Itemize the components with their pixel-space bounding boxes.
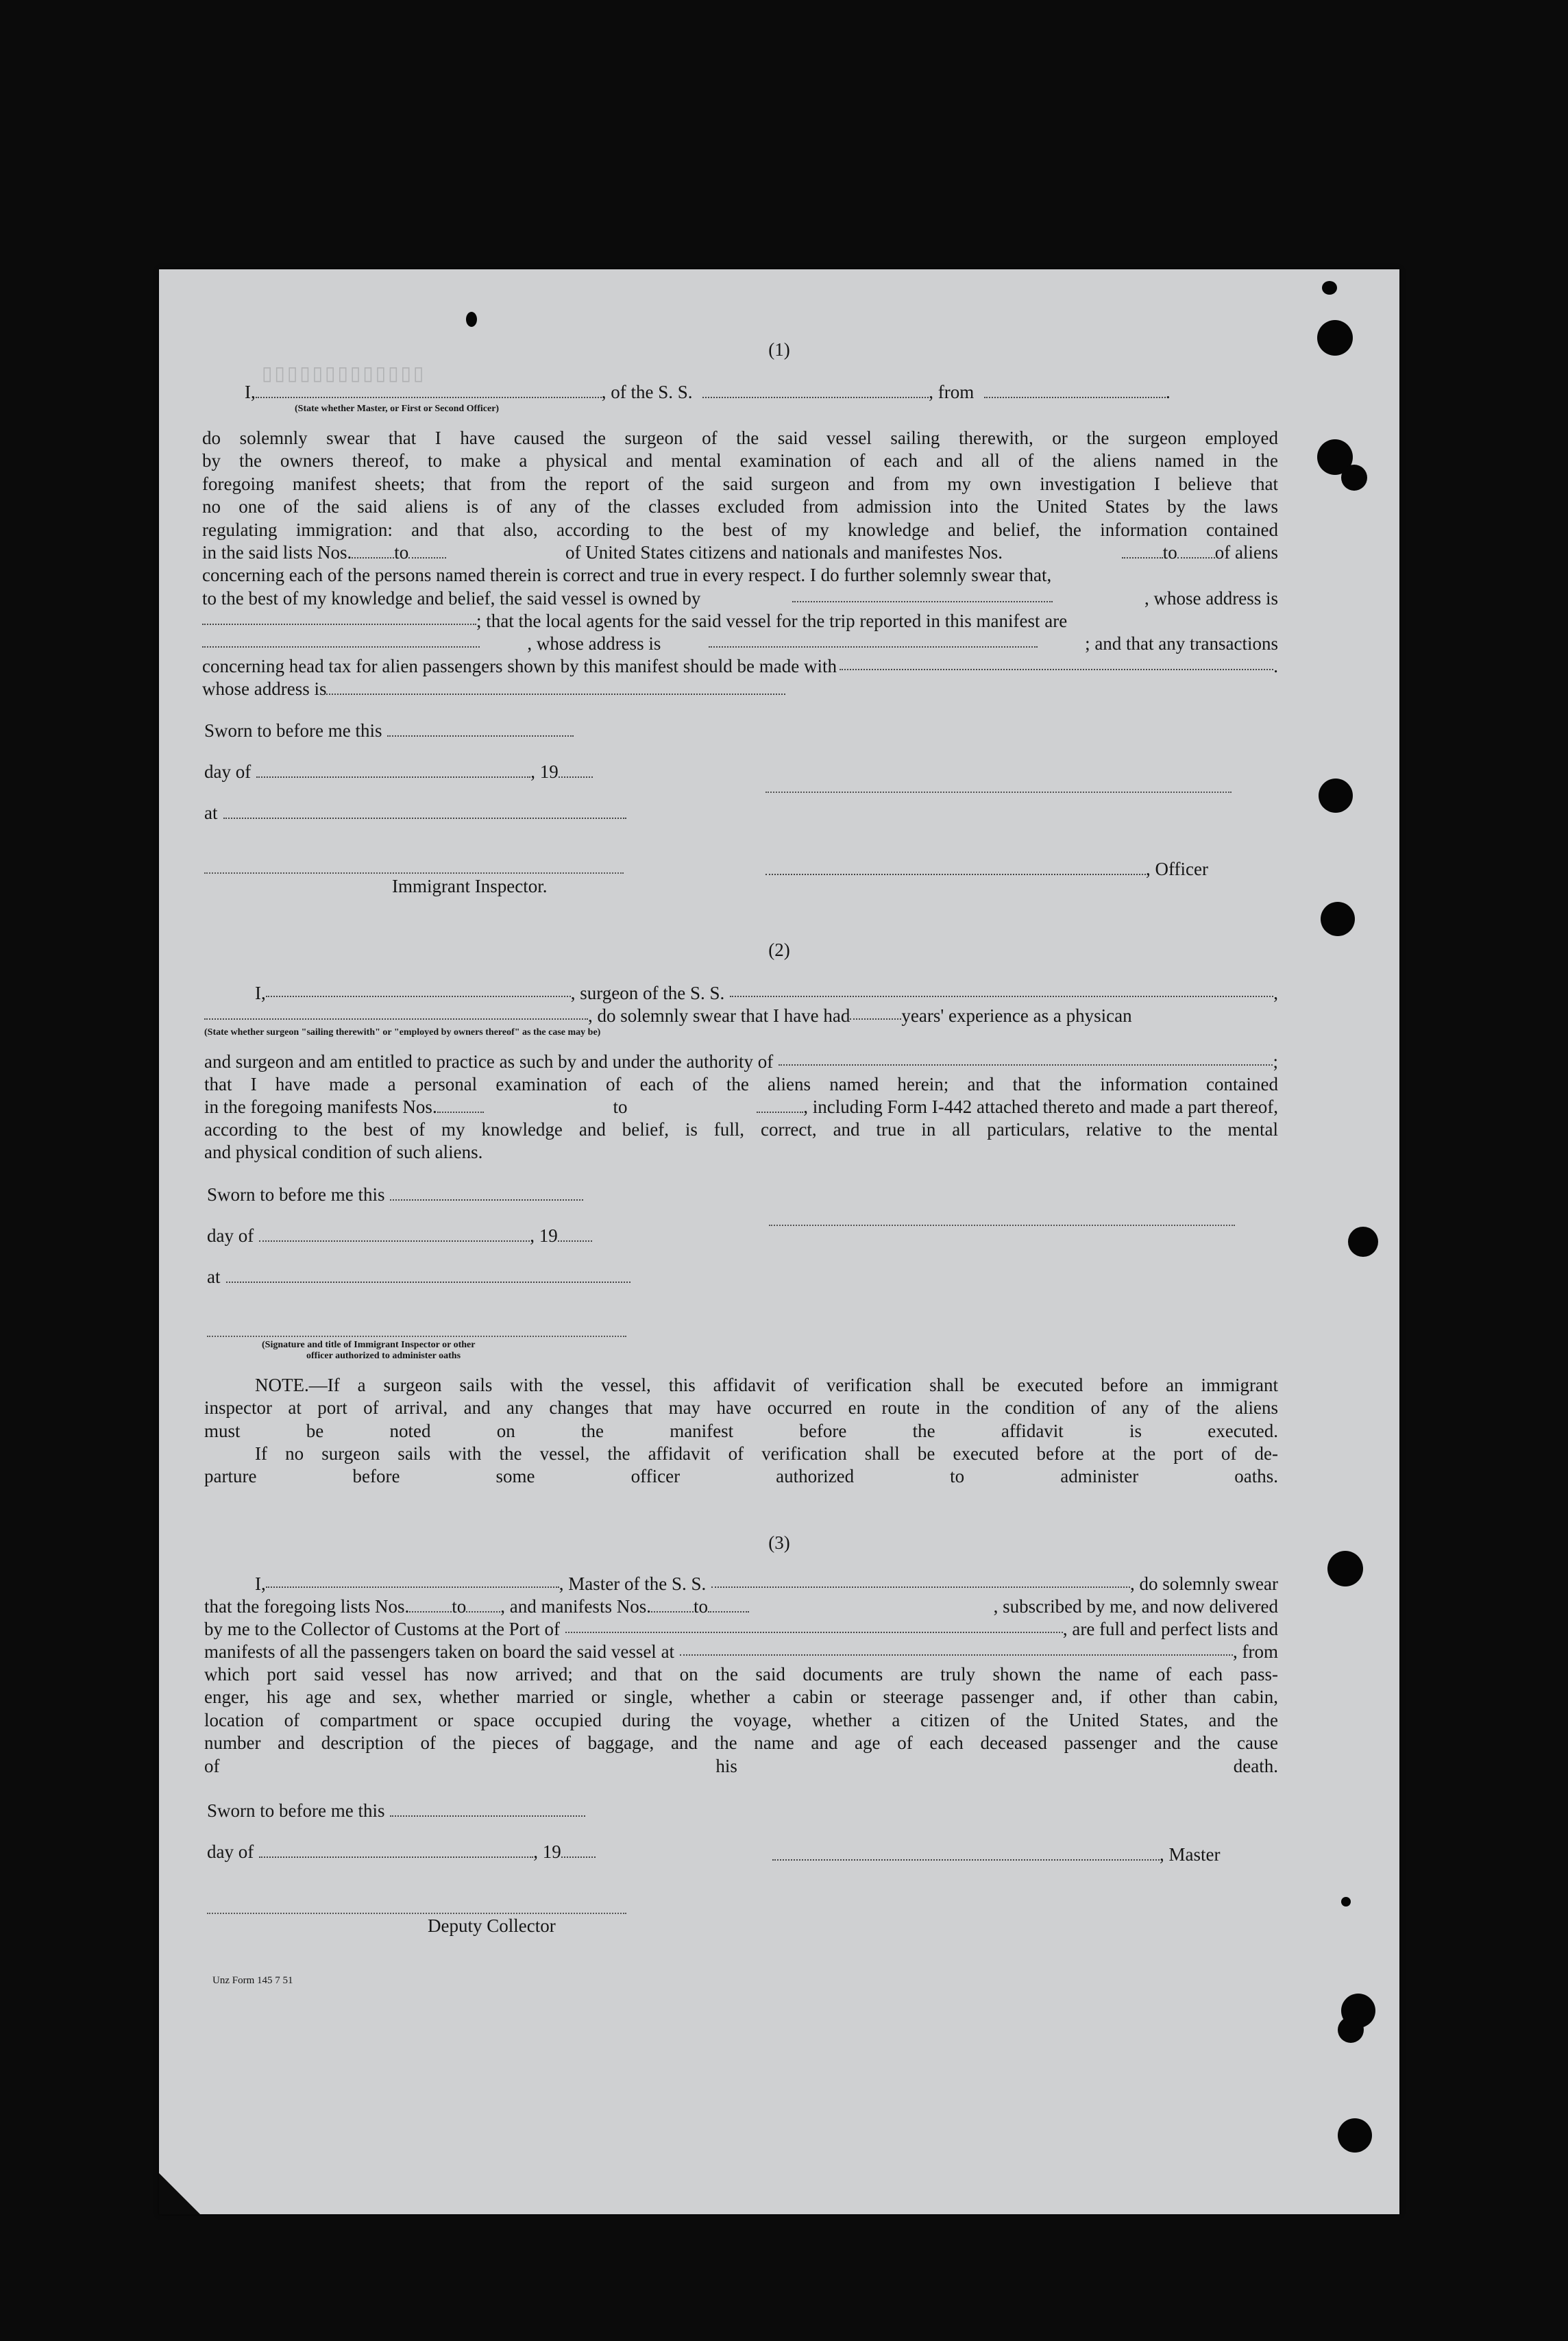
binder-hole: [1341, 1897, 1351, 1907]
ink-spot: [466, 312, 477, 327]
oath-paragraph-3: which port said vessel has now arrived; and that on the said documents are truly shown the name of each pass- enger, his age and sex, whether married or single, whether a cabin or steerage passenger and, if other than cabin, location of compartment or space occupied during the voyage, whether a citizen of the United States, and the number and description of the pieces of baggage, and the name and age of each deceased passenger and the cause of his death.: [204, 1664, 1278, 1776]
binder-hole: [1338, 2017, 1364, 2043]
inspector-label: Immigrant Inspector.: [392, 876, 548, 896]
binder-hole: [1322, 281, 1337, 295]
form-page: ▯▯▯▯▯▯▯▯▯▯▯▯▯ (1) I, , of the S. S. , from . (State whether Master, or First or Second Officer) do solemnly swear that I have caused the surgeon of the said vessel sailing therewith, or the surgeon employed by the owners thereof, to make a physical and mental examination of each and all of the aliens named in the foregoing manifest sheets; that from the report of the said surgeon and from my own investigation I believe that no one of the said aliens is of any of the classes excluded from admission into the United States by the laws regulating immigration: and that also, according to the best of my knowledge and belief, the information contained in the said lists Nos. to of United States citizens and nationals and manifestes Nos. to of aliens concerning each of the persons named therein is correct and true in every respect. I do further solemnly swear that, to the best of my knowledge and belief, the said vessel is owned by , whose address is ; that the local agents for the said vessel for the trip reported in this manifest are , whose address is ; and that any transactions concerning head tax for alien passengers shown by this manifest should be made with . whose address is Sworn to before me this day of , 19 at , Officer Immigrant Inspector. (2) I, , surgeon of the S. S. , , do solemnly swear that I have had years' experience as a physican (State whether surgeon "sailing therewith" or "employed by owners thereof" as the case may be) and surgeon and am entitled to practice as such by and under the authority of ; that I have made a personal examination of each of the aliens named herein; and that the information contained in the foregoing manifests Nos. to , including Form I-442 attached thereto and made a part thereof, according to the best of my knowledge and belief, is full, correct, and true in all particulars, relative to the mental and physical condition of such aliens. Sworn to before me this day of , 19 at (Signature and title of Immigrant Inspector or other officer authorized to administer oaths NOTE.—If a surgeon sails with the vessel, this affidavit of verification shall be executed before an immigrant inspector at port of arrival, and any changes that may have occurred en route in the condition of any of the aliens must be noted on the manifest before the affidavit is executed. If no surgeon sails with the vessel, the affidavit of verification shall be executed before at the port of de- parture before some officer authorized to administer oaths. (3) I, , Master of the S. S. , do solemnly swear that the foregoing lists Nos. to , and manifests Nos. to , subscribed by me, and now delivered by me to the Collector of Customs at the Port of , are full and perfect lists and manifests of all the passengers taken on board the said vessel at , from which port said vessel has now arrived; and that on the said documents are truly shown the name of each pass- enger, his age and sex, whether married or single, whether a cabin or steerage passenger and, if other than cabin, location of compartment or space occupied during the voyage, whether a citizen of the United States, and the number and description of the pieces of baggage, and the name and age of each deceased passenger and the cause of his death. Sworn to before me this day of , 19 , Master Deputy Collector Unz Form 145 7 51: [159, 269, 1399, 2214]
binder-hole: [1338, 2118, 1372, 2153]
signature-line[interactable]: [207, 1336, 626, 1337]
label: I,: [245, 382, 256, 402]
signature-line[interactable]: [769, 1225, 1235, 1226]
section-number: (1): [768, 339, 790, 360]
form-id: Unz Form 145 7 51: [212, 1975, 293, 1986]
section-number: (3): [768, 1532, 790, 1553]
signature-line[interactable]: [765, 792, 1232, 793]
section-number: (2): [768, 940, 790, 960]
oath-paragraph-1: do solemnly swear that I have caused the surgeon of the said vessel sailing therewith, or the surgeon employed by the owners thereof, to make a physical and mental examination of each and all of the aliens named in the foregoing manifest sheets; that from the report of the said surgeon and from my own investigation I believe that no one of the said aliens is of any of the classes excluded from admission into the United States by the laws regulating immigration: and that also, according to the best of my knowledge and belief, the information contained: [202, 428, 1278, 540]
binder-hole: [1341, 465, 1367, 491]
label: , from: [929, 382, 975, 402]
binder-hole: [1319, 779, 1353, 813]
note-paragraph: NOTE.—If a surgeon sails with the vessel, this affidavit of verification shall be executed before an immigrant inspector at port of arrival, and any changes that may have occurred en route in the condition of any of the aliens must be noted on the manifest before the affidavit is executed. If no surgeon sails with the vessel, the affidavit of verification shall be executed before at the port of de- parture before some officer authorized to administer oaths.: [204, 1375, 1278, 1487]
deputy-label: Deputy Collector: [428, 1915, 556, 1936]
binder-hole: [1348, 1227, 1378, 1257]
label: , of the S. S.: [601, 382, 693, 402]
signature-line[interactable]: [207, 1913, 626, 1914]
signature-line[interactable]: [204, 872, 624, 874]
officer-note: (State whether Master, or First or Second Officer): [295, 404, 500, 414]
binder-hole: [1321, 902, 1355, 936]
binder-hole: [1327, 1551, 1363, 1586]
surgeon-note: (State whether surgeon "sailing therewith" or "employed by owners thereof" as the case may be): [204, 1027, 601, 1038]
